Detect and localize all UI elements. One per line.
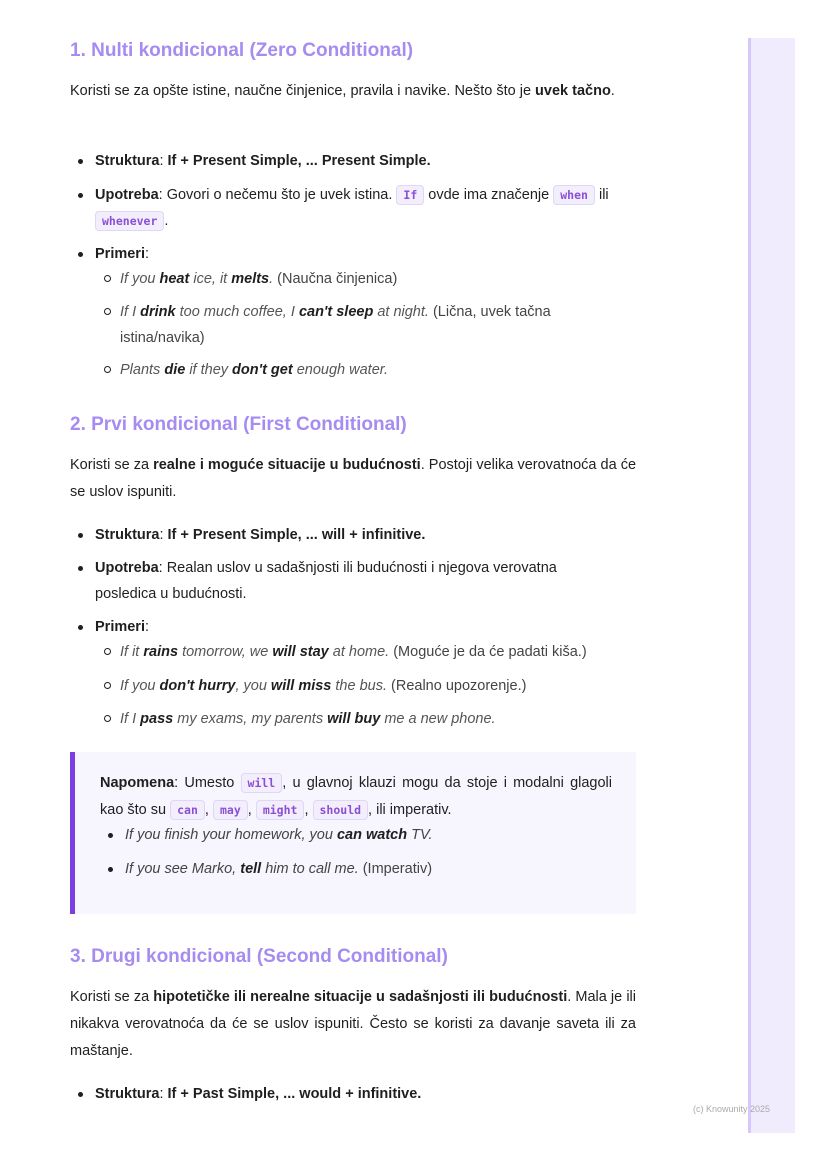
example-item: Plants die if they don't get enough water. (120, 357, 590, 383)
structure-bullet: Struktura: If + Present Simple, ... will + infinitive. (95, 522, 615, 548)
section-heading-first-conditional: 2. Prvi kondicional (First Conditional) (70, 414, 407, 435)
note-example-item: If you see Marko, tell him to call me. (Imperativ) (125, 856, 605, 882)
example-item: If you don't hurry, you will miss the bus. (Realno upozorenje.) (120, 673, 590, 699)
usage-bullet: Upotreba: Govori o nečemu što je uvek istina. If ovde ima značenje when ili whenever . (95, 182, 615, 234)
section-intro-paragraph: Koristi se za hipotetičke ili nerealne situacije u sadašnjosti ili budućnosti. Mala je ili nikakva verovatnoća da će se uslov ispuniti. Često se koristi za davanje saveta ili za maštanje. (70, 989, 636, 1059)
note-callout (70, 752, 636, 914)
example-item: If I pass my exams, my parents will buy me a new phone. (120, 706, 590, 732)
note-example-item: If you finish your homework, you can watch TV. (125, 822, 605, 848)
inline-code: will (241, 773, 283, 793)
inline-code: when (553, 185, 595, 205)
structure-bullet: Struktura: If + Present Simple, ... Present Simple. (95, 148, 615, 174)
inline-code: If (396, 185, 424, 205)
inline-code: might (256, 800, 305, 820)
inline-code: should (313, 800, 369, 820)
examples-bullet: Primeri: (95, 614, 615, 640)
structure-bullet: Struktura: If + Past Simple, ... would + infinitive. (95, 1081, 615, 1107)
inline-code: can (170, 800, 205, 820)
section-intro-paragraph: Koristi se za opšte istine, naučne činjenice, pravila i navike. Nešto što je uvek tačno. (70, 83, 615, 99)
inline-code: whenever (95, 211, 164, 231)
example-item: If you heat ice, it melts. (Naučna činjenica) (120, 266, 590, 292)
section-heading-second-conditional: 3. Drugi kondicional (Second Conditional) (70, 946, 448, 967)
section-intro-paragraph: Koristi se za realne i moguće situacije u budućnosti. Postoji velika verovatnoća da će se uslov ispuniti. (70, 457, 637, 500)
example-item: If it rains tomorrow, we will stay at home. (Moguće je da će padati kiša.) (120, 639, 590, 665)
copyright-footer: (c) Knowunity 2025 (693, 1104, 771, 1114)
section-heading-zero-conditional: 1. Nulti kondicional (Zero Conditional) (70, 40, 414, 61)
usage-bullet: Upotreba: Realan uslov u sadašnjosti ili budućnosti i njegova verovatna posledica u budućnosti. (95, 555, 615, 607)
examples-bullet: Primeri: (95, 241, 615, 267)
note-text: Napomena: Umesto will , u glavnoj klauzi mogu da stoje i modalni glagoli kao što su can , may , might , should , ili imperativ. (100, 775, 612, 818)
example-item: If I drink too much coffee, I can't sleep at night. (Lična, uvek tačna istina/navika) (120, 299, 590, 351)
inline-code: may (213, 800, 248, 820)
right-sidebar-panel (748, 38, 795, 1133)
